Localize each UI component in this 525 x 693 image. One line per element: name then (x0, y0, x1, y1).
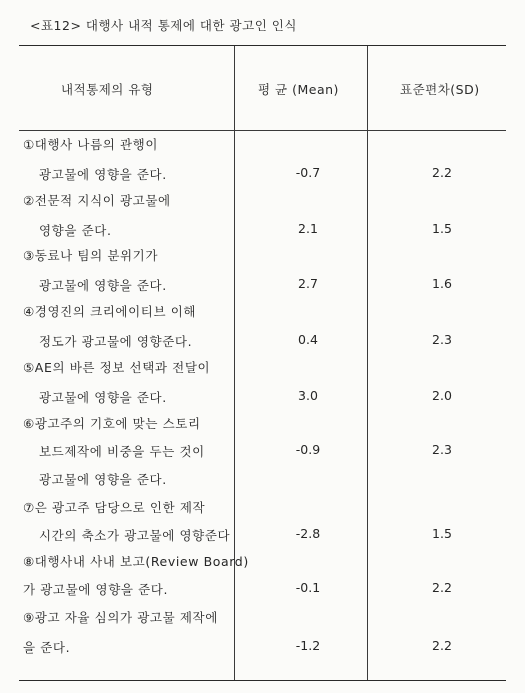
header-mean: 평 균 (Mean) (258, 82, 339, 97)
sd-value: 2.3 (432, 332, 452, 347)
row-label-line: 가 광고물에 영향을 준다. (23, 582, 169, 597)
table-caption: <표12> 대행사 내적 통제에 대한 광고인 인식 (30, 18, 297, 33)
row-label-line: ①대행사 나름의 관행이 (23, 137, 159, 152)
row-label-line: 영향을 준다. (39, 223, 112, 238)
mean-value: -0.7 (295, 165, 321, 180)
data-table (19, 45, 506, 681)
row-label-line: 광고물에 영향을 준다. (39, 278, 167, 293)
sd-value: 1.6 (432, 276, 452, 291)
mean-value: 2.1 (298, 221, 318, 236)
row-label-line: 정도가 광고물에 영향준다. (39, 334, 193, 349)
mean-value: 0.4 (298, 332, 318, 347)
row-label-line: ②전문적 지식이 광고물에 (23, 193, 171, 208)
row-label-line: 시간의 축소가 광고물에 영향준다 (39, 528, 231, 543)
column-divider (367, 46, 368, 680)
sd-value: 2.2 (432, 638, 452, 653)
row-label-line: 광고물에 영향을 준다. (39, 472, 167, 487)
row-label-line: ⑦은 광고주 담당으로 인한 제작 (23, 500, 206, 515)
row-label-line: ⑨광고 자율 심의가 광고물 제작에 (23, 610, 218, 625)
row-label-line: 광고물에 영향을 준다. (39, 390, 167, 405)
row-label-line: ⑥광고주의 기호에 맞는 스토리 (23, 416, 201, 431)
header-divider (19, 130, 506, 131)
mean-value: 2.7 (298, 276, 318, 291)
row-label-line: 광고물에 영향을 준다. (39, 167, 167, 182)
sd-value: 2.2 (432, 165, 452, 180)
header-type: 내적통제의 유형 (61, 82, 154, 97)
row-label-line: ⑧대행사내 사내 보고(Review Board) (23, 554, 249, 569)
mean-value: -0.9 (295, 442, 321, 457)
sd-value: 2.3 (432, 442, 452, 457)
header-sd: 표준편차(SD) (400, 82, 480, 97)
mean-value: -2.8 (295, 526, 321, 541)
row-label-line: ④경영진의 크리에이티브 이해 (23, 304, 197, 319)
sd-value: 2.0 (432, 388, 452, 403)
mean-value: 3.0 (298, 388, 318, 403)
sd-value: 2.2 (432, 580, 452, 595)
mean-value: -0.1 (295, 580, 321, 595)
sd-value: 1.5 (432, 221, 452, 236)
column-divider (234, 46, 235, 680)
row-label-line: ③동료나 팀의 분위기가 (23, 248, 159, 263)
row-label-line: 보드제작에 비중을 두는 것이 (39, 444, 205, 459)
row-label-line: 을 준다. (23, 640, 71, 655)
sd-value: 1.5 (432, 526, 452, 541)
mean-value: -1.2 (295, 638, 321, 653)
row-label-line: ⑤AE의 바른 정보 선택과 전달이 (23, 360, 211, 375)
